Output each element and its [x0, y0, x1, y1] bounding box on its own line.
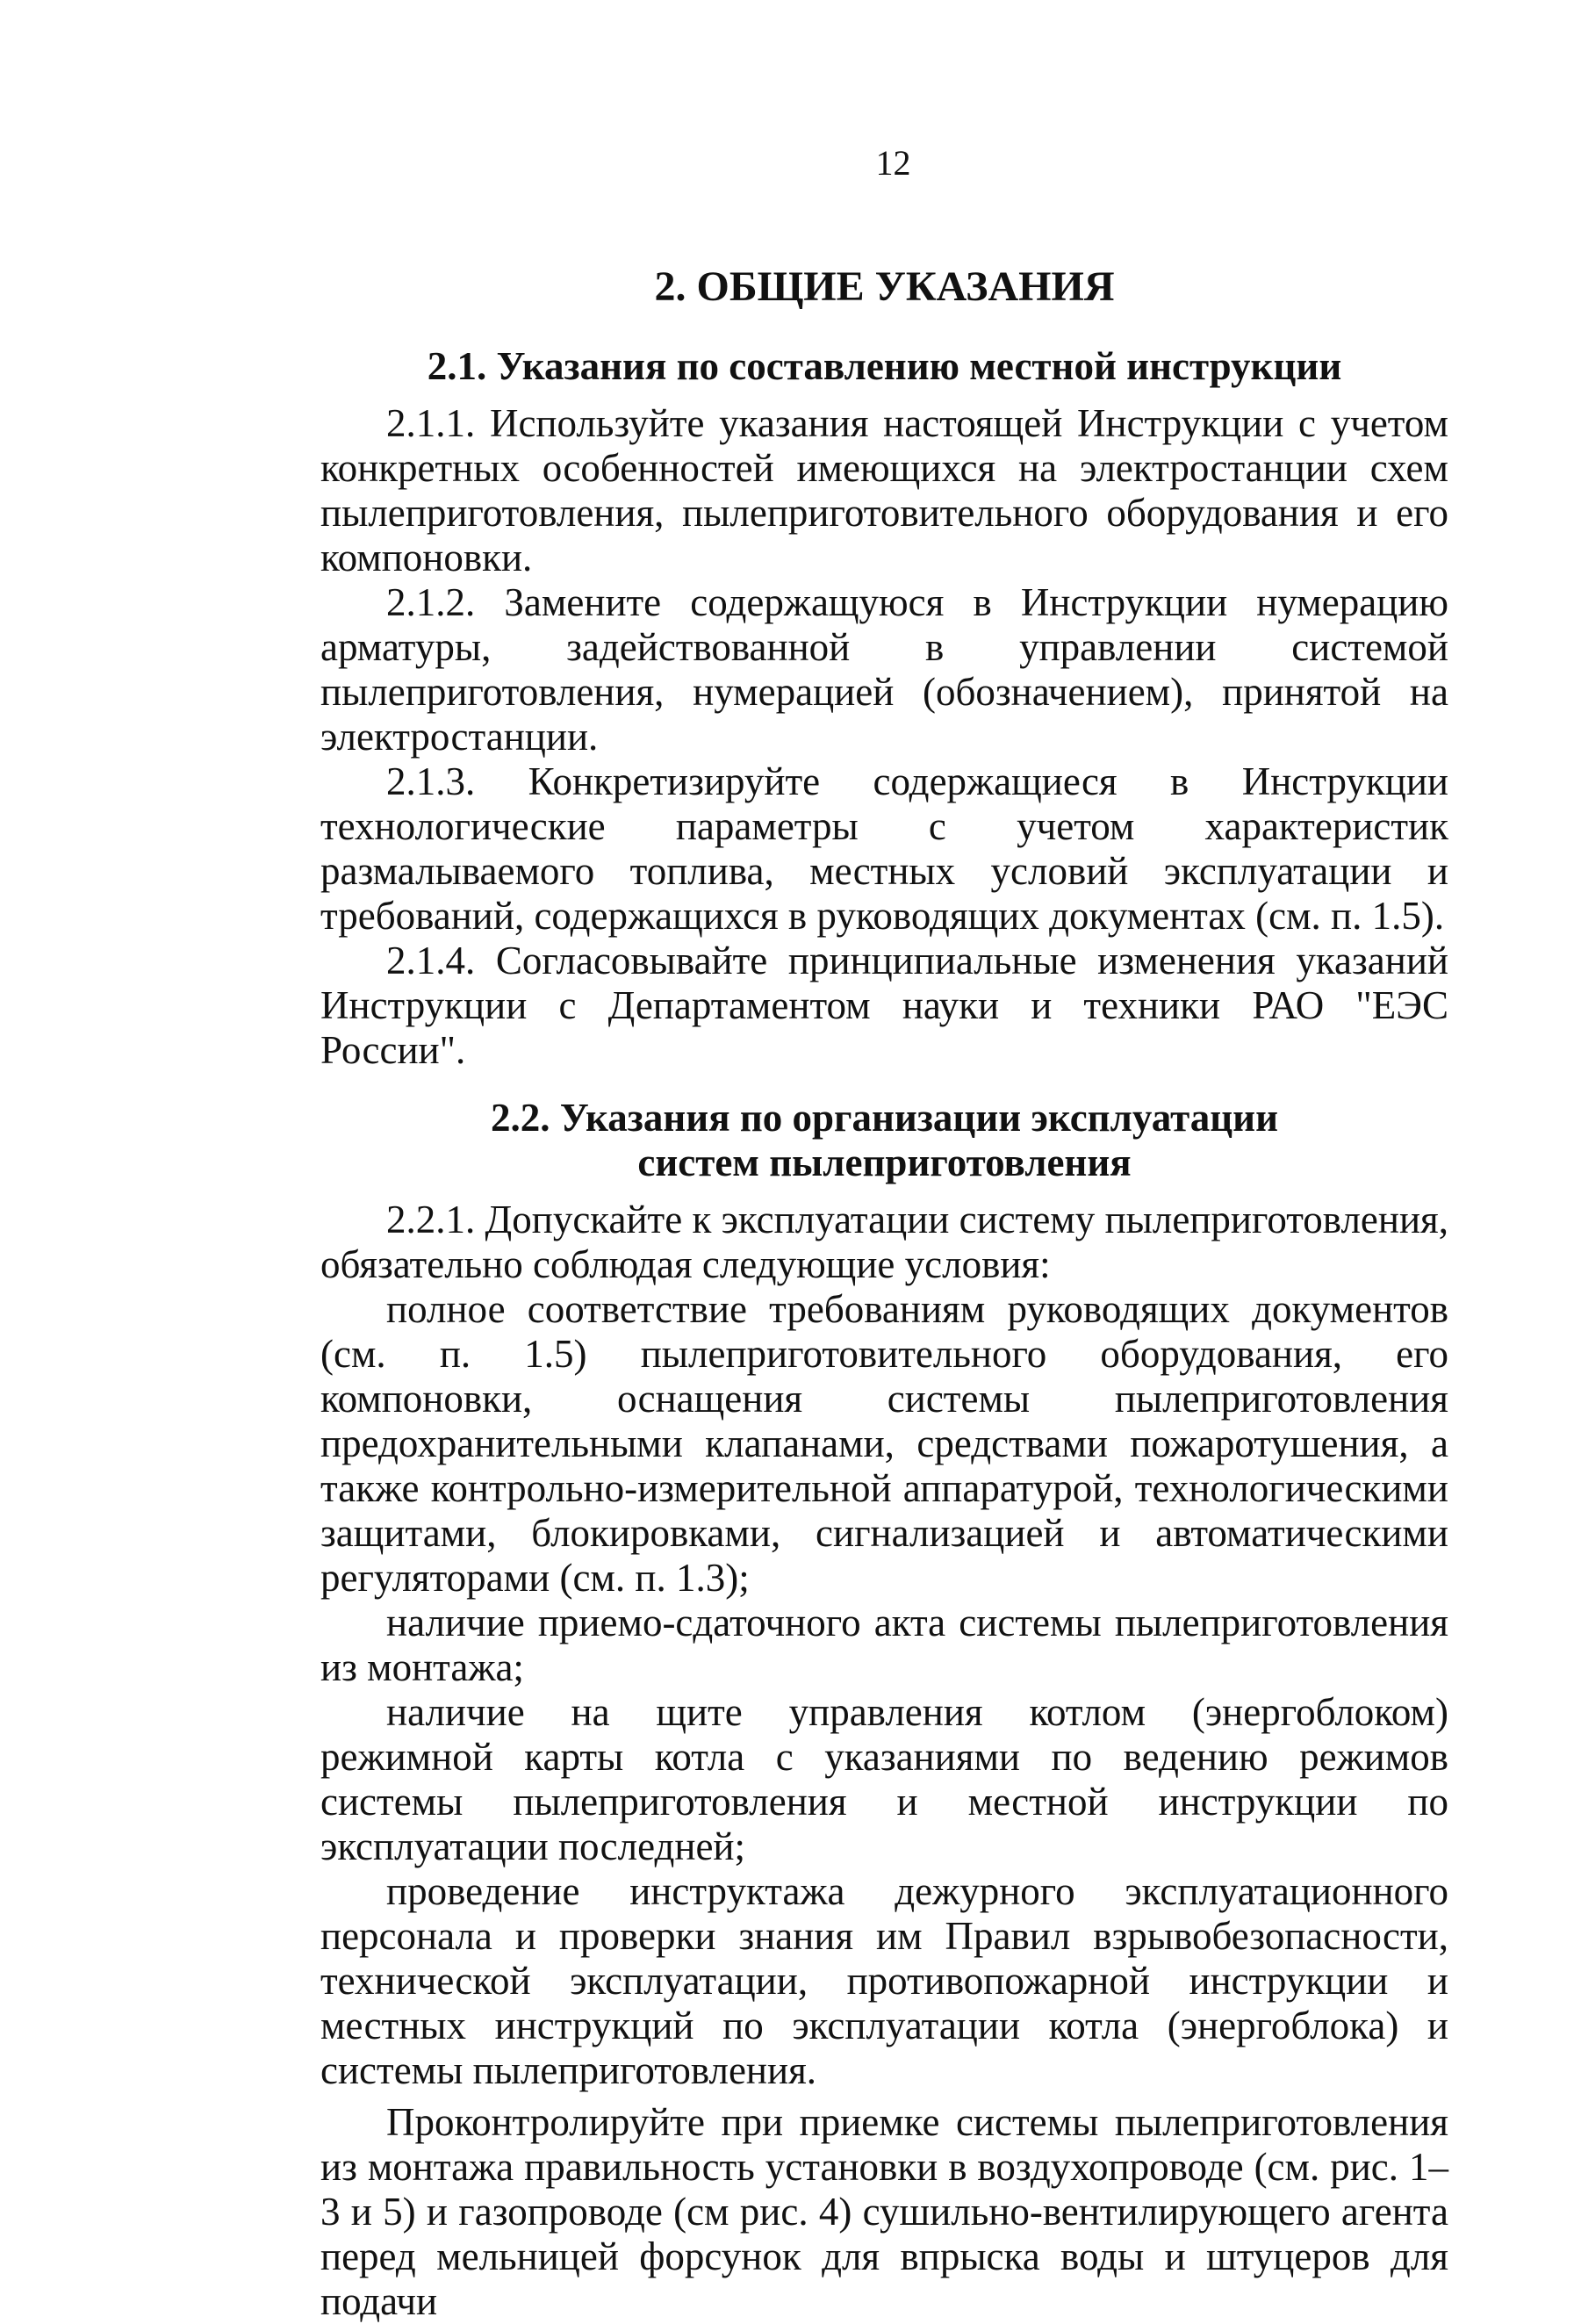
section-title-2-2 — [320, 1096, 1448, 1185]
chapter-title: 2. ОБЩИЕ УКАЗАНИЯ — [654, 263, 1115, 310]
section-title-2-2-line-1: 2.2. Указания по организации эксплуатации — [490, 1096, 1279, 1140]
paragraph-2-1-3: 2.1.3. Конкретизируйте содержащиеся в Инструкции технологические параметры с учетом характеристик размалываемого топлива, местных условий эксплуатации и требований, содержащихся в руководящих документах (см. п. 1.5). — [320, 759, 1448, 938]
paragraph-2-2-1: 2.2.1. Допускайте к эксплуатации систему пылеприготовления, обязательно соблюдая следующие условия: — [320, 1198, 1448, 1286]
condition-item-3: наличие на щите управления котлом (энергоблоком) режимной карты котла с указаниями по ведению режимов системы пылеприготовления и местной инструкции по эксплуатации последней; — [320, 1690, 1448, 1868]
section-title-2-1: 2.1. Указания по составлению местной инструкции — [427, 344, 1342, 388]
condition-item-4: проведение инструктажа дежурного эксплуатационного персонала и проверки знания им Правил взрывобезопасности, технической эксплуатации, противопожарной инструкции и местных инструкций по эксплуатации котла (энергоблока) и системы пылеприготовления. — [320, 1869, 1448, 2092]
page-number: 12 — [875, 143, 911, 183]
condition-item-2: наличие приемо-сдаточного акта системы пылеприготовления из монтажа; — [320, 1601, 1448, 1689]
condition-item-1: полное соответствие требованиям руководящих документов (см. п. 1.5) пылеприготовительного оборудования, его компоновки, оснащения системы пылеприготовления предохранительными клапанами, средствами пожаротушения, а также контрольно-измерительной аппаратурой, технологическими защитами, блокировками, сигнализацией и автоматическими регуляторами (см. п. 1.3); — [320, 1287, 1448, 1600]
paragraph-2-1-4: 2.1.4. Согласовывайте принципиальные изменения указаний Инструкции с Департаментом науки и техники РАО "ЕЭС России". — [320, 939, 1448, 1072]
document-page — [320, 140, 1448, 2324]
paragraph-inspection: Проконтролируйте при приемке системы пылеприготовления из монтажа правильность установки в воздухопроводе (см. рис. 1–3 и 5) и газопроводе (см рис. 4) сушильно-вентилирующего агента перед мельницей форсунок для впрыска воды и штуцеров для подачи — [320, 2100, 1448, 2323]
section-title-2-2-line-2: систем пылеприготовления — [637, 1140, 1132, 1184]
paragraph-2-1-1: 2.1.1. Используйте указания настоящей Инструкции с учетом конкретных особенностей имеющихся на электростанции схем пылеприготовления, пылеприготовительного оборудования и его компоновки. — [320, 401, 1448, 579]
paragraph-2-1-2: 2.1.2. Замените содержащуюся в Инструкции нумерацию арматуры, задействованной в управлении системой пылеприготовления, нумерацией (обозначением), принятой на электростанции. — [320, 580, 1448, 759]
